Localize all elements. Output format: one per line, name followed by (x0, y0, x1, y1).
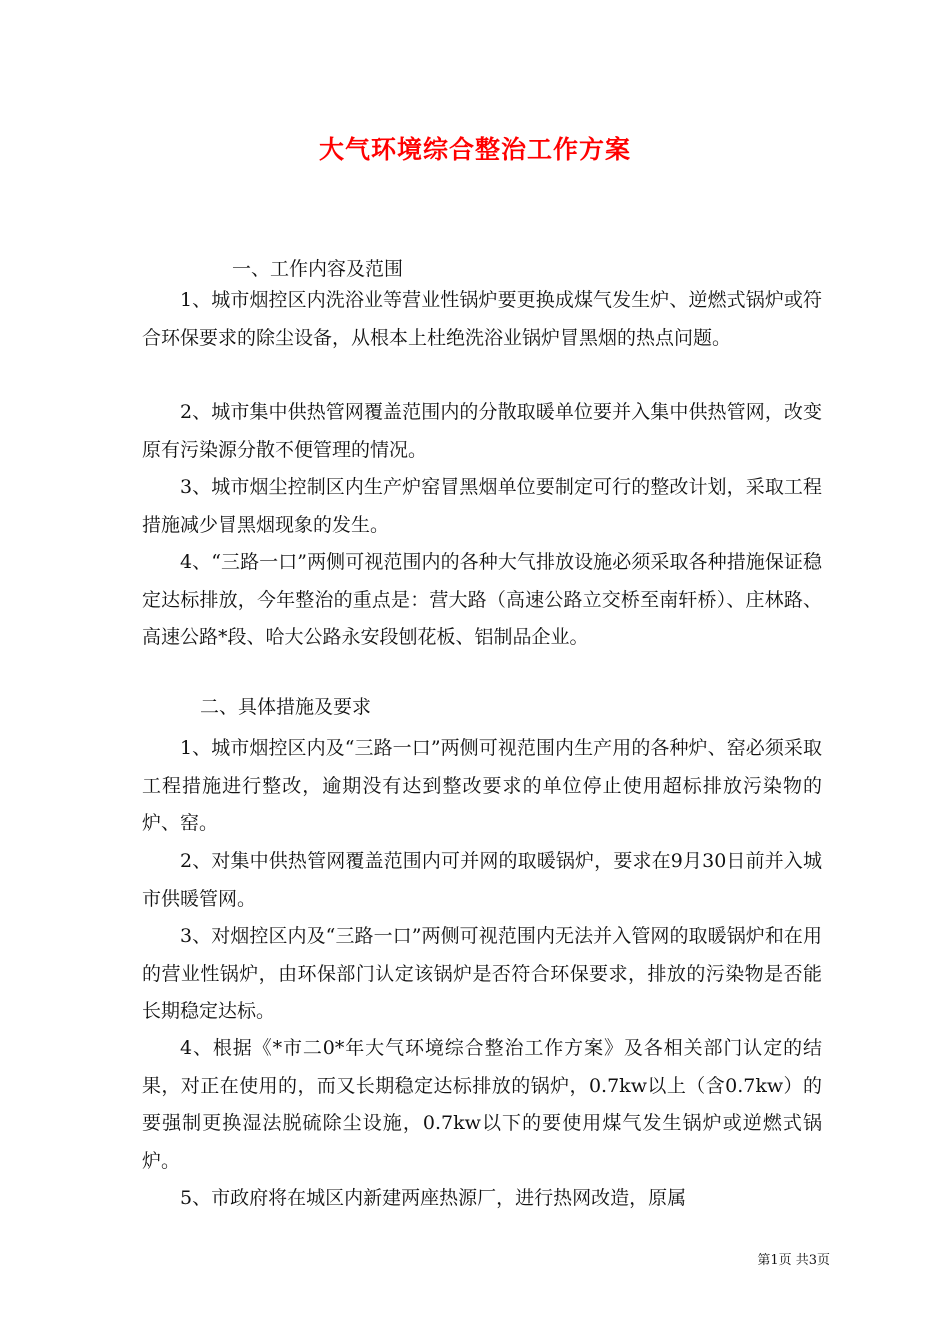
page-number: 第1页 共3页 (757, 1253, 830, 1268)
paragraph: 1、城市烟控区内洗浴业等营业性锅炉要更换成煤气发生炉、逆燃式锅炉或符合环保要求的除尘设备，从根本上杜绝洗浴业锅炉冒黑烟的热点问题。 (142, 289, 822, 349)
document-title: 大气环境综合整治工作方案 (318, 135, 631, 164)
paragraph: 3、对烟控区内及“三路一口”两侧可视范围内无法并入管网的取暖锅炉和在用的营业性锅炉，由环保部门认定该锅炉是否符合环保要求，排放的污染物是否能长期稳定达标。 (142, 925, 822, 1022)
paragraph: 3、城市烟尘控制区内生产炉窑冒黑烟单位要制定可行的整改计划，采取工程措施减少冒黑烟现象的发生。 (142, 476, 822, 536)
paragraph: 5、市政府将在城区内新建两座热源厂，进行热网改造，原属 (180, 1187, 687, 1209)
paragraph: 4、“三路一口”两侧可视范围内的各种大气排放设施必须采取各种措施保证稳定达标排放，今年整治的重点是：营大路（高速公路立交桥至南轩桥）、庄林路、高速公路*段、哈大公路永安段刨花板、铝制品企业。 (142, 551, 822, 648)
paragraph: 1、城市烟控区内及“三路一口”两侧可视范围内生产用的各种炉、窑必须采取工程措施进行整改，逾期没有达到整改要求的单位停止使用超标排放污染物的炉、窑。 (142, 737, 822, 834)
paragraph: 2、对集中供热管网覆盖范围内可并网的取暖锅炉，要求在9月30日前并入城市供暖管网。 (142, 850, 822, 910)
section-heading-2: 二、具体措施及要求 (200, 696, 372, 718)
section-heading-1: 一、工作内容及范围 (232, 258, 404, 280)
paragraph: 4、根据《*市二0*年大气环境综合整治工作方案》及各相关部门认定的结果，对正在使用的，而又长期稳定达标排放的锅炉，0.7kw以上（含0.7kw）的要强制更换湿法脱硫除尘设施，0.7kw以下的要使用煤气发生锅炉或逆燃式锅炉。 (142, 1037, 822, 1172)
paragraph: 2、城市集中供热管网覆盖范围内的分散取暖单位要并入集中供热管网，改变原有污染源分散不便管理的情况。 (142, 401, 822, 461)
